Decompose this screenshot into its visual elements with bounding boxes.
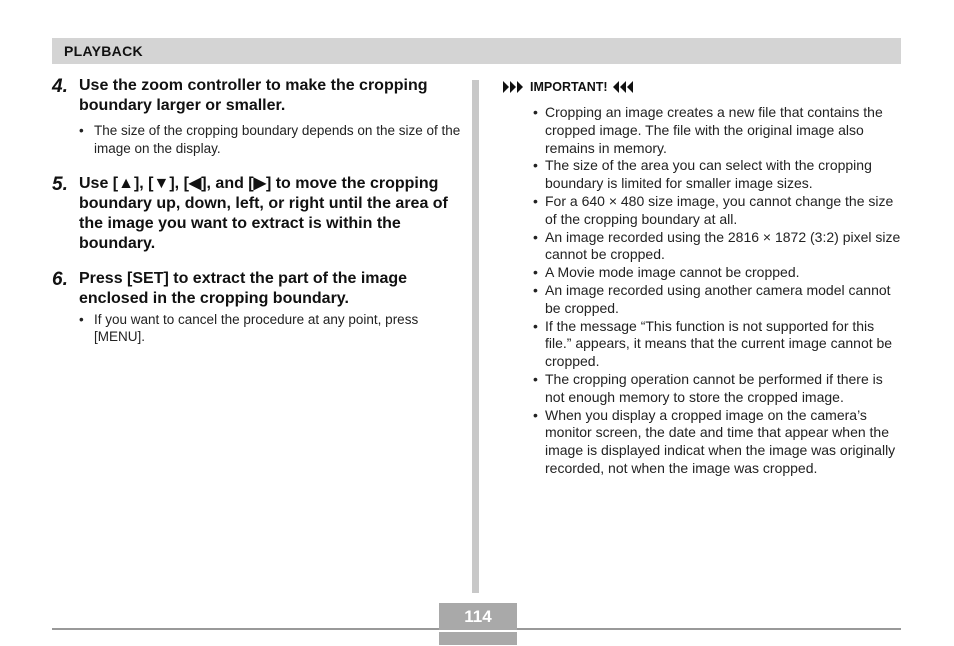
list-item: • The cropping operation cannot be performed if there is not enough memory to store the cropped image. — [503, 371, 903, 407]
important-header — [503, 78, 903, 96]
step-6 — [52, 269, 462, 345]
list-item: • When you display a cropped image on the camera’s monitor screen, the date and time that appear when the image is displayed indicat when the image was originally recorded, not when the image was cropped. — [503, 407, 903, 478]
step-number: 4. — [52, 76, 68, 97]
step-text: Use the zoom controller to make the cropping boundary larger or smaller. — [79, 77, 428, 114]
list-item: • A Movie mode image cannot be cropped. — [503, 264, 903, 282]
step-number: 6. — [52, 269, 68, 291]
page-number: 114 — [439, 603, 517, 630]
list-item: • Cropping an image creates a new file that contains the cropped image. The file with the original image also remains in memory. — [503, 104, 903, 157]
section-title: PLAYBACK — [64, 43, 143, 59]
list-item: • An image recorded using the 2816 × 1872 (3:2) pixel size cannot be cropped. — [503, 229, 903, 265]
important-list — [503, 104, 903, 478]
triple-arrow-right-icon — [503, 81, 525, 93]
column-divider — [472, 80, 479, 593]
important-panel — [503, 78, 903, 478]
step-number: 5. — [52, 174, 68, 196]
step-notes — [79, 311, 462, 346]
step-5 — [52, 174, 462, 253]
list-item: • The size of the area you can select with the cropping boundary is limited for smaller image sizes. — [503, 157, 903, 193]
step-note: • If you want to cancel the procedure at any point, press [MENU]. — [79, 311, 462, 346]
step-4 — [52, 76, 462, 157]
list-item: • If the message “This function is not supported for this file.” appears, it means that the current image cannot be cropped. — [503, 318, 903, 371]
triple-arrow-left-icon — [613, 81, 635, 93]
important-label: IMPORTANT! — [530, 80, 608, 94]
page-number-tab — [439, 632, 517, 645]
page-number-box — [439, 603, 517, 645]
step-note: • The size of the cropping boundary depends on the size of the image on the display. — [79, 122, 462, 157]
section-header — [52, 38, 901, 64]
step-notes — [79, 122, 462, 157]
step-text: Press [SET] to extract the part of the image enclosed in the cropping boundary. — [79, 270, 408, 307]
procedure-steps — [52, 76, 462, 346]
list-item: • An image recorded using another camera model cannot be cropped. — [503, 282, 903, 318]
list-item: • For a 640 × 480 size image, you cannot change the size of the cropping boundary at all. — [503, 193, 903, 229]
step-text: Use [▲], [▼], [◀], and [▶] to move the cropping boundary up, down, left, or right until the area of the image you want to extract is within the boundary. — [79, 175, 448, 252]
